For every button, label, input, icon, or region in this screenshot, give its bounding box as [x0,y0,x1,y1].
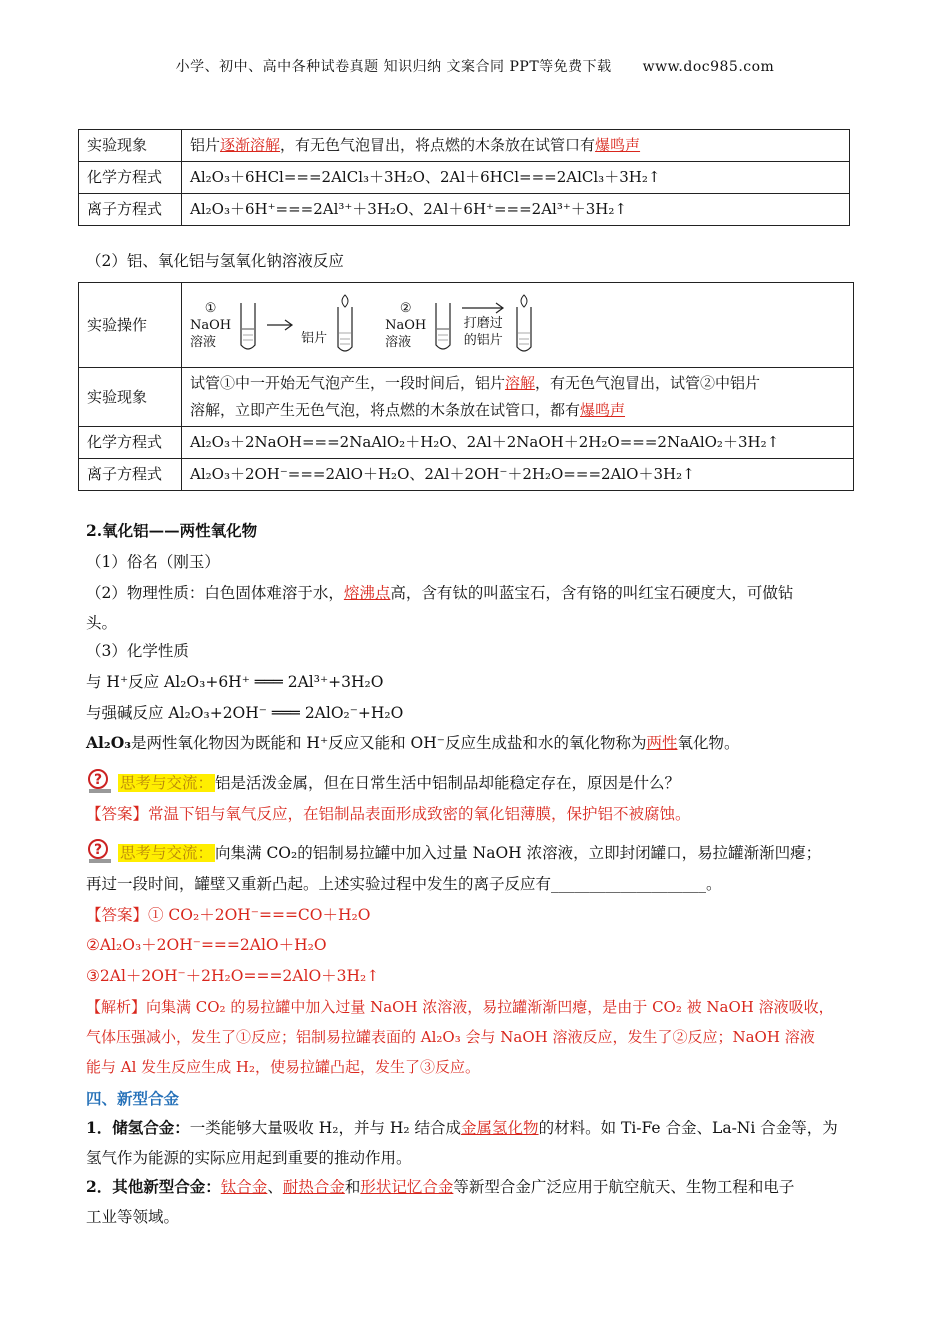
reagent-label: NaOH [190,317,232,333]
row-value [182,130,850,162]
paragraph: （2）物理性质：白色固体难溶于水，熔沸点高，含有钛的叫蓝宝石，含有铬的叫红宝石硬度大，可做钻 [86,584,794,602]
equation: 与强碱反应 Al₂O₃+2OH⁻ ═══ 2AlO₂⁻+H₂O [86,704,404,722]
section-title-new-alloy: 四、新型合金 [86,1089,180,1108]
paragraph: 再过一段时间，罐壁又重新凸起。上述实验过程中发生的离子反应有____________________。 [86,875,722,893]
apparatus-2 [385,293,536,357]
arrow-icon [460,301,506,315]
reagent-label: NaOH [385,317,427,333]
text: ，有无色气泡冒出，试管②中铝片 [535,374,761,392]
row-label: 实验现象 [79,368,182,427]
think-question-1: ? 思考与交流： 铝是活泼金属，但在日常生活中铝制品却能稳定存在，原因是什么？ [86,768,866,798]
apparatus-number: ② [399,300,412,316]
apparatus-number: ① [204,300,217,316]
page-header [0,56,950,76]
table-row [79,162,850,194]
paragraph: 1．储氢合金：一类能够大量吸收 H₂，并与 H₂ 结合成金属氢化物的材料。如 Ti-Fe 合金、La-Ni 合金等，为 [86,1118,838,1137]
row-label: 化学方程式 [79,162,182,194]
answer-2-line2: ②Al₂O₃＋2OH⁻===2AlO＋H₂O [86,936,327,954]
metal-label: 铝片 [301,330,328,346]
apparatus-1 [190,293,357,357]
test-tube-flame-icon [333,293,357,357]
question-icon [86,838,114,864]
highlight-dissolve: 溶解 [505,374,536,392]
table-row [79,427,854,459]
highlight-metal-hydride: 金属氢化物 [461,1119,539,1137]
highlight-heat-alloy: 耐热合金 [282,1178,345,1196]
test-tube-icon [237,295,259,355]
think-tag: 思考与交流： [120,774,214,792]
paragraph: （1）俗名（刚玉） [86,553,220,571]
highlight-pop: 爆鸣声 [595,136,641,154]
question-icon [86,768,114,794]
highlight-memory-alloy: 形状记忆合金 [360,1178,454,1196]
row-label: 化学方程式 [79,427,182,459]
highlight-amphoteric: 两性 [646,734,678,752]
highlight-melting-point: 熔沸点 [343,584,391,602]
table-row [79,283,854,368]
row-label: 离子方程式 [79,194,182,226]
equation: 与 H⁺反应 Al₂O₃+6H⁺ ═══ 2Al³⁺+3H₂O [86,673,384,691]
paragraph: 头。 [86,614,118,632]
row-value: Al₂O₃＋2OH⁻===2AlO＋H₂O、2Al＋2OH⁻＋2H₂O===2AlO＋3H₂↑ [182,459,854,491]
row-value: Al₂O₃＋6H⁺===2Al³⁺＋3H₂O、2Al＋6H⁺===2Al³⁺＋3H₂↑ [182,194,850,226]
think-question-2: ? 思考与交流： 向集满 CO₂的铝制易拉罐中加入过量 NaOH 浓溶液，立即封闭罐口，易拉罐渐渐凹瘪； [86,838,866,868]
table-row [79,194,850,226]
reagent-label: 溶液 [385,334,412,350]
paragraph: 2．其他新型合金：钛合金、耐热合金和形状记忆合金等新型合金广泛应用于航空航天、生物工程和电子 [86,1177,795,1196]
test-tube-icon [432,295,454,355]
row-value: Al₂O₃＋2NaOH===2NaAlO₂＋H₂O、2Al＋2NaOH＋2H₂O===2NaAlO₂＋3H₂↑ [182,427,854,459]
svg-text:?: ? [93,842,103,858]
svg-text:?: ? [93,772,103,788]
table-row [79,459,854,491]
row-label: 离子方程式 [79,459,182,491]
answer-2-line1: 【答案】① CO₂＋2OH⁻===CO＋H₂O [86,906,371,924]
apparatus-diagram [190,294,845,356]
text: 溶解，立即产生无色气泡，将点燃的木条放在试管口，都有 [190,401,581,419]
metal-label: 的铝片 [463,333,503,348]
paragraph: 氢气作为能源的实际应用起到重要的推动作用。 [86,1149,412,1167]
section-subtitle: （2）铝、氧化铝与氢氧化钠溶液反应 [86,252,344,270]
header-text: 小学、初中、高中各种试卷真题 知识归纳 文案合同 PPT等免费下载 [175,59,612,75]
think-tag: 思考与交流： [120,844,214,862]
row-label: 实验现象 [79,130,182,162]
text: 试管①中一开始无气泡产生，一段时间后，铝片 [190,374,506,392]
highlight-titanium-alloy: 钛合金 [220,1178,268,1196]
highlight-dissolve: 逐渐溶解 [220,136,281,154]
paragraph: （3）化学性质 [86,642,189,660]
table-row [79,130,850,162]
row-value [182,368,854,427]
explanation-line1: 【解析】向集满 CO₂ 的易拉罐中加入过量 NaOH 浓溶液，易拉罐渐渐凹瘪，是由于 CO₂ 被 NaOH 溶液吸收， [86,998,834,1016]
answer-1: 【答案】常温下铝与氧气反应，在铝制品表面形成致密的氧化铝薄膜，保护铝不被腐蚀。 [86,805,691,823]
reagent-label: 溶液 [190,334,217,350]
explanation-line2: 气体压强减小，发生了①反应；铝制易拉罐表面的 Al₂O₃ 会与 NaOH 溶液反应，发生了②反应；NaOH 溶液 [86,1028,815,1046]
paragraph: 工业等领域。 [86,1208,180,1226]
table-al-naoh [78,282,854,491]
header-url[interactable]: www.doc985.com [642,59,775,75]
row-label: 实验操作 [79,283,182,368]
highlight-pop: 爆鸣声 [580,401,626,419]
section-title-alumina: 2.氧化铝——两性氧化物 [86,521,258,540]
paragraph: Al₂O₃是两性氧化物因为既能和 H⁺反应又能和 OH⁻反应生成盐和水的氧化物称为两性氧化物。 [86,733,740,752]
test-tube-flame-icon [512,293,536,357]
text: ，有无色气泡冒出，将点燃的木条放在试管口有 [280,136,596,154]
answer-2-line3: ③2Al＋2OH⁻＋2H₂O===2AlO＋3H₂↑ [86,967,380,985]
table-row [79,368,854,427]
apparatus-cell [182,283,854,368]
arrow-icon [265,315,295,335]
metal-label: 打磨过 [463,316,503,331]
table-al-hcl [78,129,850,226]
row-value: Al₂O₃＋6HCl===2AlCl₃＋3H₂O、2Al＋6HCl===2AlCl₃＋3H₂↑ [182,162,850,194]
explanation-line3: 能与 Al 发生反应生成 H₂，使易拉罐凸起，发生了③反应。 [86,1058,481,1076]
text: 铝片 [190,136,221,154]
